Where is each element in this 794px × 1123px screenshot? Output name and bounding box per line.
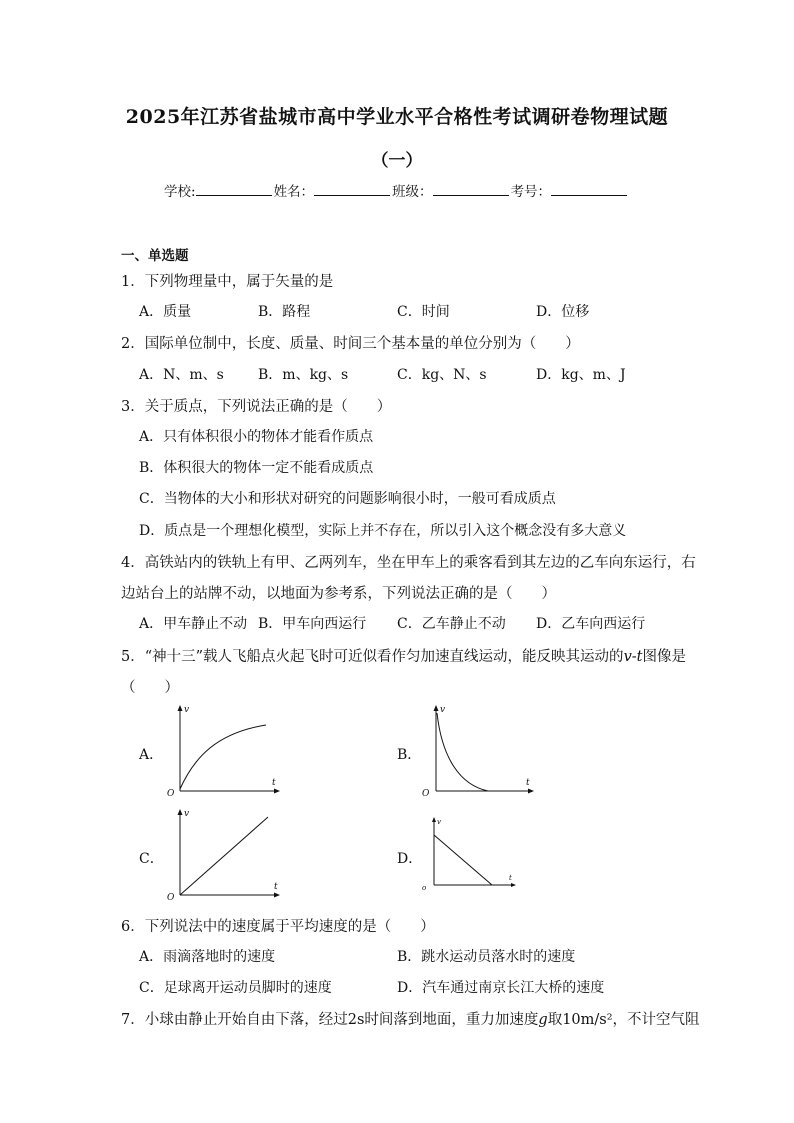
q1-option-a[interactable]: A．质量 xyxy=(139,304,192,320)
q5-stem-part1: 5．“神十三”载人飞船点火起飞时可近似看作匀加速直线运动，能反映其运动的 xyxy=(121,649,624,665)
school-label: 学校: xyxy=(164,184,196,200)
q2-option-c[interactable]: C．kg、N、s xyxy=(397,367,487,383)
question-5-stem-line2: （ ） xyxy=(121,680,179,696)
graph-a-v-arrow xyxy=(178,705,183,711)
q4-option-a[interactable]: A．甲车静止不动 xyxy=(139,616,248,632)
graph-b-v-label: v xyxy=(440,705,446,715)
question-4-stem-line2: 边站台上的站牌不动，以地面为参考系，下列说法正确的是（ ） xyxy=(121,586,556,602)
q1-option-b[interactable]: B．路程 xyxy=(258,304,311,320)
q7-time-value: 2s xyxy=(347,1012,365,1028)
q6-option-c[interactable]: C．足球离开运动员脚时的速度 xyxy=(139,980,332,996)
q4-option-d[interactable]: D．乙车向西运行 xyxy=(536,616,646,632)
q7-g-symbol: g xyxy=(538,1012,548,1028)
graph-c-t-label: t xyxy=(274,882,278,892)
graph-b-t-label: t xyxy=(526,778,530,788)
graph-d-line xyxy=(434,835,492,885)
graph-b-t-arrow xyxy=(528,789,534,794)
q6-option-a[interactable]: A．雨滴落地时的速度 xyxy=(139,949,276,965)
graph-b-v-arrow xyxy=(434,705,439,711)
graph-a-origin-label: O xyxy=(167,789,175,799)
q7-stem-part4: ，不计空气阻 xyxy=(612,1012,700,1028)
question-1-stem: 1．下列物理量中，属于矢量的是 xyxy=(121,274,334,290)
graph-b-origin-label: O xyxy=(422,789,430,799)
q1-option-c[interactable]: C．时间 xyxy=(397,304,450,320)
graph-d-t-arrow xyxy=(511,883,516,887)
question-7-stem xyxy=(121,1008,700,1029)
q7-g-value: 10m/s² xyxy=(562,1012,613,1028)
q6-option-b[interactable]: B．跳水运动员落水时的速度 xyxy=(397,949,576,965)
graph-c-v-label: v xyxy=(184,809,190,819)
q7-stem-part2: 时间落到地面，重力加速度 xyxy=(364,1012,539,1028)
graph-a-v-label: v xyxy=(184,705,190,715)
q3-option-c[interactable]: C．当物体的大小和形状对研究的问题影响很小时，一般可看成质点 xyxy=(139,491,556,507)
q5-option-b[interactable]: B． xyxy=(397,747,422,763)
q5-option-a[interactable]: A． xyxy=(139,747,164,763)
student-info-line xyxy=(164,180,629,200)
q5-option-d[interactable]: D． xyxy=(397,851,423,867)
q3-option-a[interactable]: A．只有体积很小的物体才能看作质点 xyxy=(139,429,374,445)
q6-option-d[interactable]: D．汽车通过南京长江大桥的速度 xyxy=(397,980,605,996)
class-label: 班级： xyxy=(392,184,433,200)
class-blank[interactable] xyxy=(433,181,509,196)
exam-no-blank[interactable] xyxy=(551,181,627,196)
q4-option-b[interactable]: B．甲车向西运行 xyxy=(258,616,367,632)
graph-d-origin-label: o xyxy=(422,884,427,892)
graph-b[interactable] xyxy=(420,703,540,799)
graph-d-t-label: t xyxy=(509,874,512,882)
graph-a-t-arrow xyxy=(274,789,280,794)
question-3-stem: 3．关于质点，下列说法正确的是（ ） xyxy=(121,399,392,415)
q2-option-d[interactable]: D．kg、m、J xyxy=(536,367,626,383)
graph-c-t-arrow xyxy=(274,893,280,898)
q3-option-b[interactable]: B．体积很大的物体一定不能看成质点 xyxy=(139,460,374,476)
page-title: 2025年江苏省盐城市高中学业水平合格性考试调研卷物理试题 xyxy=(125,106,669,128)
q2-option-b[interactable]: B．m、kg、s xyxy=(258,367,349,383)
graph-a-curve xyxy=(180,725,266,789)
graph-a-t-label: t xyxy=(272,778,276,788)
section-heading: 一、单选题 xyxy=(121,248,189,264)
name-blank[interactable] xyxy=(314,181,390,196)
q3-option-d[interactable]: D．质点是一个理想化模型，实际上并不存在，所以引入这个概念没有多大意义 xyxy=(139,523,627,539)
question-5-stem xyxy=(121,645,686,666)
q2-option-a[interactable]: A．N、m、s xyxy=(139,367,224,383)
name-label: 姓名： xyxy=(273,184,315,200)
graph-a[interactable] xyxy=(164,703,284,799)
q7-stem-part3: 取 xyxy=(547,1012,563,1028)
page-subtitle: （一） xyxy=(371,151,423,171)
q4-option-c[interactable]: C．乙车静止不动 xyxy=(397,616,506,632)
q7-stem-part1: 7．小球由静止开始自由下落，经过 xyxy=(121,1012,348,1028)
school-blank[interactable] xyxy=(196,181,272,196)
exam-no-label: 考号： xyxy=(510,184,552,200)
q5-option-c[interactable]: C． xyxy=(139,851,164,867)
question-6-stem: 6．下列说法中的速度属于平均速度的是（ ） xyxy=(121,919,435,935)
graph-c-origin-label: O xyxy=(167,893,175,903)
graph-c[interactable] xyxy=(164,807,284,903)
q5-vt-symbol: v-t xyxy=(623,649,643,665)
question-4-stem-line1: 4．高铁站内的铁轨上有甲、乙两列车，坐在甲车上的乘客看到其左边的乙车向东运行，右 xyxy=(121,555,696,571)
q1-option-d[interactable]: D．位移 xyxy=(536,304,590,320)
q5-stem-part2: 图像是 xyxy=(642,649,686,665)
graph-d[interactable] xyxy=(420,815,520,893)
graph-c-v-arrow xyxy=(178,809,183,815)
graph-c-line xyxy=(180,817,268,895)
graph-d-v-arrow xyxy=(432,817,436,822)
graph-d-v-label: v xyxy=(437,818,441,826)
graph-b-curve xyxy=(437,713,488,791)
question-2-stem: 2．国际单位制中，长度、质量、时间三个基本量的单位分别为（ ） xyxy=(121,336,580,352)
